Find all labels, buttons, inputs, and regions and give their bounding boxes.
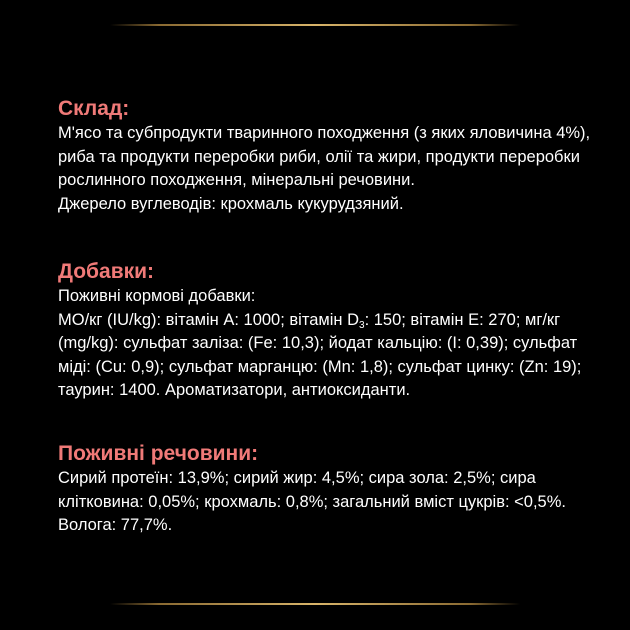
composition-section <box>58 96 598 216</box>
composition-text: М'ясо та субпродукти тваринного походження (з яких яловичина 4%), риба та продукти переробки риби, олії та жири, продукти переробки рослинного походження, мінеральні речовини. <box>58 124 591 189</box>
additives-heading: Добавки: <box>58 260 155 283</box>
additives-intro: Поживні кормові добавки: <box>58 287 256 305</box>
carb-source-text: Джерело вуглеводів: крохмаль кукурудзяний. <box>58 194 404 213</box>
additives-section <box>58 259 598 403</box>
top-gold-divider <box>110 24 520 26</box>
nutrients-section <box>58 441 598 538</box>
vitamin-d-subscript: 3 <box>359 319 365 331</box>
additives-text-part1: МО/кг (IU/kg): вітамін А: 1000; вітамін D <box>58 310 359 329</box>
additives-text-part2: : 150; вітамін Е: 270; мг/кг (mg/kg): сульфат заліза: (Fe: 10,3); йодат кальцію: (I: 0,39); сульфат міді: (Cu: 0,9); сульфат марганцю: (Mn: 1,8); сульфат цинку: (Zn: 19); таурин: 1400. Ароматизатори, антиоксиданти. <box>58 310 582 399</box>
nutrients-heading: Поживні речовини: <box>58 442 259 465</box>
nutrients-text: Сирий протеїн: 13,9%; сирий жир: 4,5%; сира зола: 2,5%; сира клітковина: 0,05%; крохмаль: 0,8%; загальний вміст цукрів: <0,5%. Волога: 77,7%. <box>58 469 566 534</box>
bottom-gold-divider <box>110 603 520 605</box>
composition-heading: Склад: <box>58 97 130 120</box>
additives-text <box>58 309 598 403</box>
